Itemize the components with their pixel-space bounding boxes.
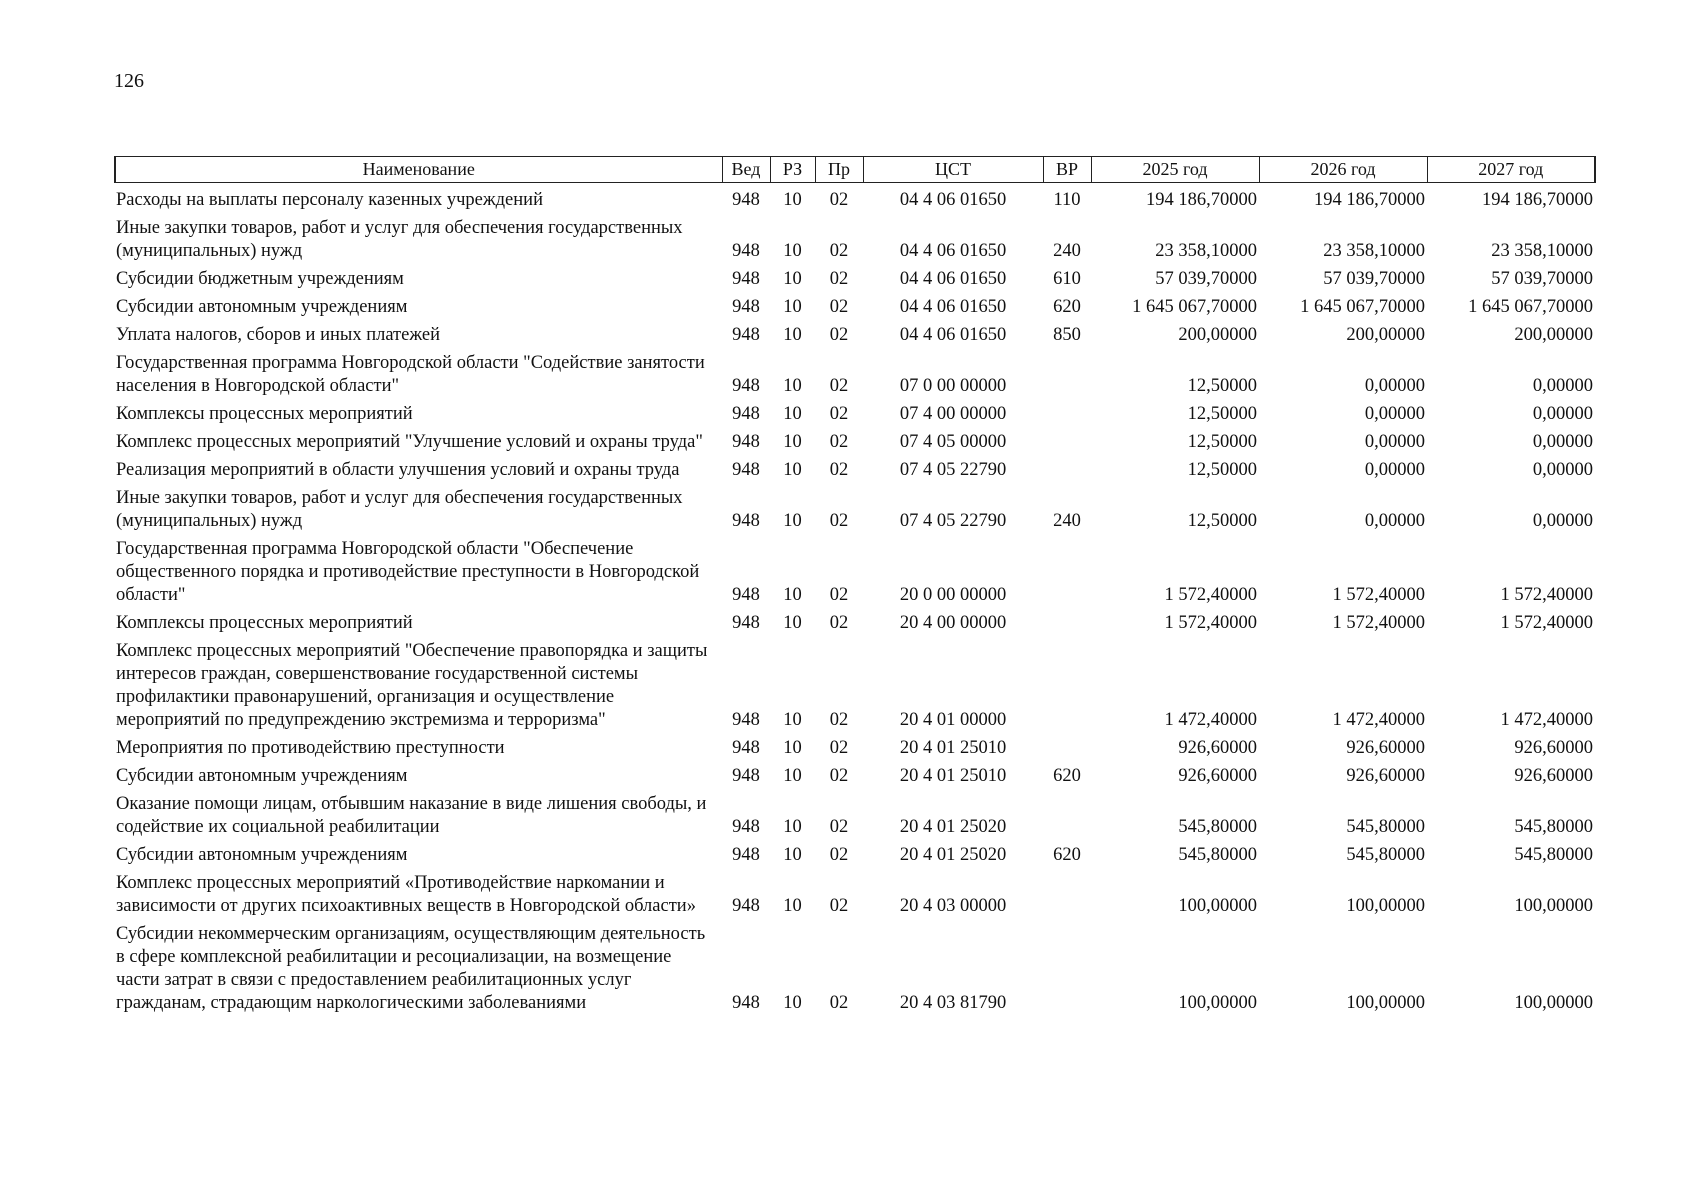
cell-cst: 04 4 06 01650 — [899, 190, 1007, 210]
cell-name: Комплекс процессных мероприятий «Противодействие наркомании и зависимости от других психоактивных веществ в Новгородской области» — [116, 873, 696, 916]
cell-cst: 20 4 01 25010 — [899, 738, 1007, 758]
cell-2025: 23 358,10000 — [1155, 241, 1257, 261]
cell-rz: 10 — [783, 738, 802, 758]
cell-cst: 20 4 03 00000 — [899, 896, 1007, 916]
cell-2025: 926,60000 — [1178, 738, 1257, 758]
cell-ved: 948 — [732, 241, 760, 261]
cell-pr: 02 — [829, 241, 849, 261]
cell-pr: 02 — [829, 297, 849, 317]
cell-2027: 1 472,40000 — [1500, 710, 1593, 730]
cell-2025: 1 472,40000 — [1164, 710, 1257, 730]
cell-2027: 194 186,70000 — [1482, 190, 1593, 210]
cell-rz: 10 — [783, 404, 802, 424]
cell-ved: 948 — [732, 269, 760, 289]
cell-2026: 1 472,40000 — [1332, 710, 1425, 730]
cell-2025: 545,80000 — [1178, 845, 1257, 865]
cell-rz: 10 — [783, 817, 802, 837]
cell-pr: 02 — [829, 845, 849, 865]
cell-2025: 100,00000 — [1178, 896, 1257, 916]
cell-2025: 12,50000 — [1187, 376, 1257, 396]
cell-cst: 20 4 03 81790 — [899, 993, 1007, 1013]
cell-cst: 20 4 01 25020 — [899, 817, 1007, 837]
header-vr: ВР — [1043, 157, 1091, 183]
cell-vr: 240 — [1053, 241, 1081, 261]
cell-pr: 02 — [829, 376, 849, 396]
cell-ved: 948 — [732, 376, 760, 396]
cell-ved: 948 — [732, 817, 760, 837]
cell-rz: 10 — [783, 241, 802, 261]
cell-rz: 10 — [783, 896, 802, 916]
header-pr: Пр — [815, 157, 863, 183]
cell-2027: 1 645 067,70000 — [1468, 297, 1593, 317]
cell-2026: 194 186,70000 — [1314, 190, 1425, 210]
cell-ved: 948 — [732, 511, 760, 531]
cell-2027: 0,00000 — [1532, 404, 1593, 424]
cell-pr: 02 — [829, 817, 849, 837]
cell-2027: 57 039,70000 — [1491, 269, 1593, 289]
cell-pr: 02 — [829, 432, 849, 452]
cell-2026: 23 358,10000 — [1323, 241, 1425, 261]
cell-ved: 948 — [732, 845, 760, 865]
cell-vr — [1043, 536, 1091, 610]
cell-2025: 1 572,40000 — [1164, 613, 1257, 633]
cell-name: Мероприятия по противодействию преступности — [116, 738, 505, 758]
table-body — [115, 183, 1595, 1019]
table-row — [115, 536, 1595, 610]
cell-rz: 10 — [783, 766, 802, 786]
cell-rz: 10 — [783, 710, 802, 730]
cell-vr: 620 — [1053, 845, 1081, 865]
cell-pr: 02 — [829, 766, 849, 786]
cell-2026: 545,80000 — [1346, 817, 1425, 837]
cell-rz: 10 — [783, 993, 802, 1013]
cell-pr: 02 — [829, 460, 849, 480]
cell-ved: 948 — [732, 585, 760, 605]
header-2026: 2026 год — [1259, 157, 1427, 183]
cell-ved: 948 — [732, 325, 760, 345]
cell-vr: 620 — [1053, 766, 1081, 786]
cell-2025: 12,50000 — [1187, 432, 1257, 452]
cell-pr: 02 — [829, 710, 849, 730]
cell-rz: 10 — [783, 376, 802, 396]
cell-2026: 1 572,40000 — [1332, 613, 1425, 633]
cell-2027: 100,00000 — [1514, 993, 1593, 1013]
cell-pr: 02 — [829, 613, 849, 633]
table-row — [115, 350, 1595, 401]
cell-rz: 10 — [783, 585, 802, 605]
cell-ved: 948 — [732, 710, 760, 730]
cell-ved: 948 — [732, 404, 760, 424]
cell-ved: 948 — [732, 297, 760, 317]
cell-2025: 1 572,40000 — [1164, 585, 1257, 605]
cell-pr: 02 — [829, 325, 849, 345]
cell-name: Субсидии автономным учреждениям — [116, 297, 408, 317]
cell-2025: 12,50000 — [1187, 404, 1257, 424]
cell-2027: 0,00000 — [1532, 460, 1593, 480]
cell-vr — [1043, 791, 1091, 842]
table-row — [115, 457, 1595, 485]
cell-ved: 948 — [732, 896, 760, 916]
cell-pr: 02 — [829, 993, 849, 1013]
cell-2026: 545,80000 — [1346, 845, 1425, 865]
cell-cst: 04 4 06 01650 — [899, 297, 1007, 317]
cell-2026: 1 572,40000 — [1332, 585, 1425, 605]
cell-name: Комплексы процессных мероприятий — [116, 404, 413, 424]
cell-2026: 926,60000 — [1346, 766, 1425, 786]
cell-vr — [1043, 921, 1091, 1018]
cell-rz: 10 — [783, 297, 802, 317]
cell-name: Иные закупки товаров, работ и услуг для обеспечения государственных (муниципальных) нужд — [116, 218, 683, 261]
table-header — [115, 157, 1595, 183]
cell-pr: 02 — [829, 404, 849, 424]
header-name: Наименование — [115, 157, 722, 183]
cell-cst: 07 4 05 22790 — [899, 511, 1007, 531]
cell-name: Оказание помощи лицам, отбывшим наказание в виде лишения свободы, и содействие их социальной реабилитации — [116, 794, 707, 837]
cell-name: Уплата налогов, сборов и иных платежей — [116, 325, 441, 345]
cell-2025: 1 645 067,70000 — [1132, 297, 1257, 317]
cell-name: Иные закупки товаров, работ и услуг для обеспечения государственных (муниципальных) нужд — [116, 488, 683, 531]
cell-2025: 194 186,70000 — [1146, 190, 1257, 210]
cell-2025: 926,60000 — [1178, 766, 1257, 786]
cell-vr: 240 — [1053, 511, 1081, 531]
header-2027: 2027 год — [1427, 157, 1595, 183]
cell-cst: 20 4 01 25010 — [899, 766, 1007, 786]
cell-cst: 20 4 00 00000 — [899, 613, 1007, 633]
cell-vr — [1043, 401, 1091, 429]
cell-rz: 10 — [783, 613, 802, 633]
cell-2026: 100,00000 — [1346, 896, 1425, 916]
cell-2026: 57 039,70000 — [1323, 269, 1425, 289]
cell-name: Комплекс процессных мероприятий "Обеспечение правопорядка и защиты интересов граждан, совершенствование государственной системы профилактики правонарушений, организация и осуществление мероприятий по предупреждению экстремизма и терроризма" — [116, 641, 708, 730]
table-row — [115, 215, 1595, 266]
cell-2027: 200,00000 — [1514, 325, 1593, 345]
cell-ved: 948 — [732, 460, 760, 480]
budget-table — [114, 156, 1596, 1018]
cell-name: Расходы на выплаты персоналу казенных учреждений — [116, 190, 543, 210]
table-row — [115, 485, 1595, 536]
cell-rz: 10 — [783, 845, 802, 865]
cell-rz: 10 — [783, 190, 802, 210]
table-row — [115, 735, 1595, 763]
header-cst: ЦСТ — [863, 157, 1043, 183]
cell-2026: 0,00000 — [1364, 511, 1425, 531]
cell-vr: 620 — [1053, 297, 1081, 317]
cell-cst: 07 4 00 00000 — [899, 404, 1007, 424]
cell-vr: 610 — [1053, 269, 1081, 289]
cell-cst: 20 0 00 00000 — [899, 585, 1007, 605]
cell-2025: 12,50000 — [1187, 460, 1257, 480]
cell-cst: 20 4 01 00000 — [899, 710, 1007, 730]
cell-rz: 10 — [783, 269, 802, 289]
cell-name: Субсидии бюджетным учреждениям — [116, 269, 404, 289]
cell-ved: 948 — [732, 766, 760, 786]
table-row — [115, 791, 1595, 842]
cell-pr: 02 — [829, 511, 849, 531]
cell-2026: 0,00000 — [1364, 432, 1425, 452]
cell-vr — [1043, 350, 1091, 401]
cell-name: Реализация мероприятий в области улучшения условий и охраны труда — [116, 460, 680, 480]
header-2025: 2025 год — [1091, 157, 1259, 183]
table-row — [115, 610, 1595, 638]
cell-2026: 0,00000 — [1364, 404, 1425, 424]
table-row — [115, 870, 1595, 921]
cell-name: Комплекс процессных мероприятий "Улучшение условий и охраны труда" — [116, 432, 703, 452]
cell-vr: 110 — [1053, 190, 1081, 210]
cell-vr — [1043, 870, 1091, 921]
cell-2027: 0,00000 — [1532, 511, 1593, 531]
cell-cst: 07 4 05 22790 — [899, 460, 1007, 480]
table-row — [115, 638, 1595, 735]
cell-cst: 07 0 00 00000 — [899, 376, 1007, 396]
cell-2027: 926,60000 — [1514, 738, 1593, 758]
cell-2027: 1 572,40000 — [1500, 585, 1593, 605]
cell-pr: 02 — [829, 269, 849, 289]
cell-ved: 948 — [732, 190, 760, 210]
cell-pr: 02 — [829, 896, 849, 916]
table-row — [115, 322, 1595, 350]
table-row — [115, 183, 1595, 216]
cell-pr: 02 — [829, 190, 849, 210]
cell-name: Субсидии автономным учреждениям — [116, 766, 408, 786]
cell-cst: 20 4 01 25020 — [899, 845, 1007, 865]
cell-name: Государственная программа Новгородской области "Содействие занятости населения в Новгородской области" — [116, 353, 705, 396]
cell-2025: 100,00000 — [1178, 993, 1257, 1013]
table-row — [115, 401, 1595, 429]
cell-vr — [1043, 429, 1091, 457]
cell-name: Субсидии некоммерческим организациям, осуществляющим деятельность в сфере комплексной реабилитации и ресоциализации, на возмещение части затрат в связи с предоставлением реабилитационных услуг гражданам, страдающим наркологическими заболеваниями — [116, 924, 706, 1013]
cell-vr — [1043, 457, 1091, 485]
cell-vr — [1043, 610, 1091, 638]
cell-name: Комплексы процессных мероприятий — [116, 613, 413, 633]
cell-vr: 850 — [1053, 325, 1081, 345]
cell-vr — [1043, 638, 1091, 735]
header-ved: Вед — [722, 157, 770, 183]
cell-2027: 0,00000 — [1532, 376, 1593, 396]
cell-2026: 100,00000 — [1346, 993, 1425, 1013]
cell-2025: 57 039,70000 — [1155, 269, 1257, 289]
cell-2027: 0,00000 — [1532, 432, 1593, 452]
header-rz: РЗ — [770, 157, 815, 183]
table-row — [115, 763, 1595, 791]
cell-2027: 23 358,10000 — [1491, 241, 1593, 261]
cell-cst: 04 4 06 01650 — [899, 241, 1007, 261]
table-row — [115, 266, 1595, 294]
cell-2026: 0,00000 — [1364, 460, 1425, 480]
cell-rz: 10 — [783, 511, 802, 531]
table-row — [115, 429, 1595, 457]
cell-2026: 1 645 067,70000 — [1300, 297, 1425, 317]
cell-ved: 948 — [732, 432, 760, 452]
cell-2025: 12,50000 — [1187, 511, 1257, 531]
cell-2027: 545,80000 — [1514, 845, 1593, 865]
cell-ved: 948 — [732, 993, 760, 1013]
cell-name: Государственная программа Новгородской области "Обеспечение общественного порядка и противодействие преступности в Новгородской области" — [116, 539, 700, 605]
cell-cst: 07 4 05 00000 — [899, 432, 1007, 452]
cell-pr: 02 — [829, 585, 849, 605]
cell-ved: 948 — [732, 613, 760, 633]
cell-rz: 10 — [783, 460, 802, 480]
cell-2027: 926,60000 — [1514, 766, 1593, 786]
cell-2025: 545,80000 — [1178, 817, 1257, 837]
cell-2027: 100,00000 — [1514, 896, 1593, 916]
cell-rz: 10 — [783, 325, 802, 345]
cell-pr: 02 — [829, 738, 849, 758]
cell-2027: 545,80000 — [1514, 817, 1593, 837]
cell-2027: 1 572,40000 — [1500, 613, 1593, 633]
cell-rz: 10 — [783, 432, 802, 452]
cell-vr — [1043, 735, 1091, 763]
table-row — [115, 842, 1595, 870]
cell-name: Субсидии автономным учреждениям — [116, 845, 408, 865]
cell-2026: 926,60000 — [1346, 738, 1425, 758]
table-row — [115, 921, 1595, 1018]
cell-cst: 04 4 06 01650 — [899, 269, 1007, 289]
cell-ved: 948 — [732, 738, 760, 758]
cell-2025: 200,00000 — [1178, 325, 1257, 345]
page-number: 126 — [114, 70, 144, 92]
table-row — [115, 294, 1595, 322]
cell-cst: 04 4 06 01650 — [899, 325, 1007, 345]
cell-2026: 0,00000 — [1364, 376, 1425, 396]
cell-2026: 200,00000 — [1346, 325, 1425, 345]
